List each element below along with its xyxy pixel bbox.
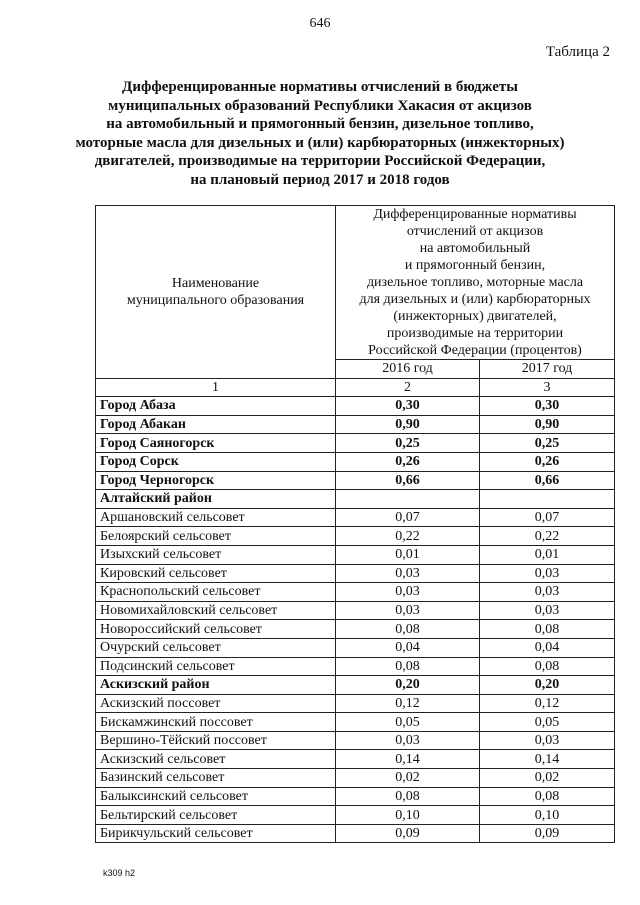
table-row — [96, 527, 615, 546]
municipality-name: Вершино-Тёйский поссовет — [96, 731, 336, 750]
value-2017: 0,14 — [480, 750, 615, 769]
value-2016: 0,66 — [336, 471, 480, 490]
table-row — [96, 564, 615, 583]
table-row — [96, 731, 615, 750]
column-number: 2 — [336, 378, 480, 397]
table-row — [96, 750, 615, 769]
value-2016: 0,09 — [336, 824, 480, 843]
table-row — [96, 620, 615, 639]
value-2016: 0,30 — [336, 397, 480, 416]
table-row — [96, 806, 615, 825]
value-2016: 0,03 — [336, 583, 480, 602]
value-2016: 0,14 — [336, 750, 480, 769]
value-2016: 0,03 — [336, 564, 480, 583]
value-2017: 0,02 — [480, 769, 615, 788]
header-desc-line: отчислений от акцизов — [406, 224, 544, 239]
value-2016: 0,08 — [336, 657, 480, 676]
header-desc-line: для дизельных и (или) карбюраторных — [359, 292, 591, 307]
value-2017: 0,10 — [480, 806, 615, 825]
table-row — [96, 601, 615, 620]
value-2016: 0,07 — [336, 508, 480, 527]
value-2017: 0,03 — [480, 583, 615, 602]
table-row — [96, 490, 615, 509]
value-2016: 0,08 — [336, 620, 480, 639]
value-2017: 0,20 — [480, 676, 615, 695]
value-2016: 0,25 — [336, 434, 480, 453]
footer-code: k309 h2 — [103, 868, 136, 878]
municipality-name: Бельтирский сельсовет — [96, 806, 336, 825]
title-line: моторные масла для дизельных и (или) карбюраторных (инжекторных) — [75, 134, 565, 151]
header-desc-line: на автомобильный — [419, 241, 531, 256]
value-2017: 0,08 — [480, 620, 615, 639]
value-2017: 0,08 — [480, 787, 615, 806]
table-row — [96, 676, 615, 695]
value-2016: 0,20 — [336, 676, 480, 695]
header-desc-line: дизельное топливо, моторные масла — [366, 275, 584, 290]
column-number: 1 — [96, 378, 336, 397]
title-line: на автомобильный и прямогонный бензин, дизельное топливо, — [106, 116, 534, 132]
value-2017: 0,09 — [480, 824, 615, 843]
value-2016: 0,03 — [336, 731, 480, 750]
header-name-line: муниципального образования — [126, 292, 305, 308]
table-row — [96, 769, 615, 788]
value-2017: 0,03 — [480, 564, 615, 583]
municipality-name: Город Саяногорск — [96, 434, 336, 453]
municipality-name: Бискамжинский поссовет — [96, 713, 336, 732]
table-row — [96, 471, 615, 490]
table-row — [96, 657, 615, 676]
municipality-name: Балыксинский сельсовет — [96, 787, 336, 806]
table-row — [96, 583, 615, 602]
column-number: 3 — [480, 378, 615, 397]
municipality-name: Город Сорск — [96, 452, 336, 471]
municipality-name: Подсинский сельсовет — [96, 657, 336, 676]
table-row — [96, 415, 615, 434]
value-2016: 0,10 — [336, 806, 480, 825]
municipality-name: Аскизский сельсовет — [96, 750, 336, 769]
header-year-2017: 2017 год — [480, 360, 615, 379]
value-2017: 0,66 — [480, 471, 615, 490]
value-2017 — [480, 490, 615, 509]
value-2016: 0,12 — [336, 694, 480, 713]
value-2017: 0,22 — [480, 527, 615, 546]
table-row — [96, 397, 615, 416]
municipality-name: Белоярский сельсовет — [96, 527, 336, 546]
header-year-2016: 2016 год — [336, 360, 480, 379]
header-description — [336, 206, 615, 360]
value-2016: 0,01 — [336, 545, 480, 564]
document-title — [60, 78, 580, 189]
value-2017: 0,25 — [480, 434, 615, 453]
header-name-line: Наименование — [171, 275, 260, 291]
table-row — [96, 824, 615, 843]
table-label: Таблица 2 — [545, 44, 610, 60]
municipality-name: Изыхский сельсовет — [96, 545, 336, 564]
value-2017: 0,05 — [480, 713, 615, 732]
header-desc-line: (инжекторных) двигателей, — [393, 309, 557, 324]
title-line: Дифференцированные нормативы отчислений в бюджеты — [122, 79, 518, 95]
value-2016: 0,05 — [336, 713, 480, 732]
municipality-name: Краснопольский сельсовет — [96, 583, 336, 602]
header-desc-line: и прямогонный бензин, — [404, 258, 546, 273]
table-row — [96, 787, 615, 806]
table-row — [96, 545, 615, 564]
value-2016: 0,26 — [336, 452, 480, 471]
municipality-name: Аскизский поссовет — [96, 694, 336, 713]
value-2017: 0,03 — [480, 601, 615, 620]
value-2016: 0,22 — [336, 527, 480, 546]
value-2017: 0,01 — [480, 545, 615, 564]
table-row — [96, 434, 615, 453]
municipality-name: Новомихайловский сельсовет — [96, 601, 336, 620]
title-line: муниципальных образований Республики Хакасия от акцизов — [108, 97, 532, 114]
title-line: на плановый период 2017 и 2018 годов — [190, 171, 450, 188]
municipality-name: Очурский сельсовет — [96, 638, 336, 657]
value-2016 — [336, 490, 480, 509]
value-2017: 0,26 — [480, 452, 615, 471]
value-2016: 0,03 — [336, 601, 480, 620]
header-desc-line: производимые на территории — [386, 326, 564, 341]
header-desc-line: Дифференцированные нормативы — [373, 207, 577, 222]
table-row — [96, 508, 615, 527]
municipality-name: Аскизский район — [96, 676, 336, 695]
value-2017: 0,07 — [480, 508, 615, 527]
header-desc-line: Российской Федерации (процентов) — [368, 343, 582, 358]
page-number: 646 — [309, 16, 331, 31]
table-row — [96, 452, 615, 471]
municipality-name: Город Черногорск — [96, 471, 336, 490]
table-row — [96, 694, 615, 713]
value-2017: 0,04 — [480, 638, 615, 657]
municipality-name: Город Абакан — [96, 415, 336, 434]
municipality-name: Алтайский район — [96, 490, 336, 509]
value-2016: 0,90 — [336, 415, 480, 434]
value-2017: 0,08 — [480, 657, 615, 676]
title-line: двигателей, производимые на территории Российской Федерации, — [94, 153, 546, 169]
municipality-name: Кировский сельсовет — [96, 564, 336, 583]
municipality-name: Новороссийский сельсовет — [96, 620, 336, 639]
value-2017: 0,12 — [480, 694, 615, 713]
municipality-name: Город Абаза — [96, 397, 336, 416]
value-2016: 0,04 — [336, 638, 480, 657]
header-name-column — [96, 206, 336, 379]
value-2016: 0,08 — [336, 787, 480, 806]
value-2017: 0,30 — [480, 397, 615, 416]
municipality-name: Бирикчульский сельсовет — [96, 824, 336, 843]
value-2016: 0,02 — [336, 769, 480, 788]
municipality-name: Базинский сельсовет — [96, 769, 336, 788]
value-2017: 0,03 — [480, 731, 615, 750]
standards-table — [95, 205, 615, 843]
table-row — [96, 713, 615, 732]
municipality-name: Аршановский сельсовет — [96, 508, 336, 527]
table-row — [96, 638, 615, 657]
value-2017: 0,90 — [480, 415, 615, 434]
